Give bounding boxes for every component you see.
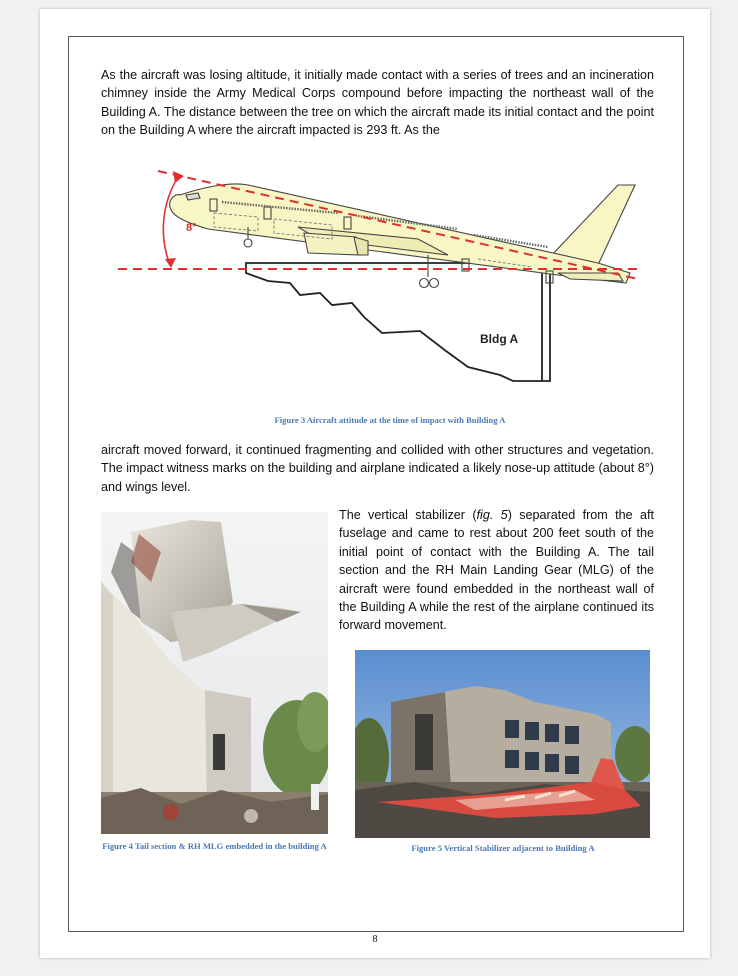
stabilizer-text-start: The vertical stabilizer ( xyxy=(339,508,477,522)
figure-3-diagram xyxy=(118,155,638,383)
angle-arc xyxy=(163,177,178,265)
angle-label: 8° xyxy=(186,222,197,234)
building-label: Bldg A xyxy=(480,332,519,346)
stabilizer-text-end: ) separated from the aft fuselage and came to rest about 200 feet south of the initial point of contact with the Building A. The tail section and the RH Main Landing Gear (MLG) of the aircraft were found embedded in the northeast wall of the Building A while the rest of the airplane continued its forward movement. xyxy=(339,508,654,633)
paragraph-vertical-stabilizer xyxy=(339,506,654,635)
page-number: 8 xyxy=(372,934,378,945)
figure-4-photo xyxy=(101,512,328,834)
building-a-outline xyxy=(246,263,550,381)
document-page xyxy=(40,9,710,958)
arc-arrow-bottom xyxy=(165,258,176,268)
figure-5-caption: Figure 5 Vertical Stabilizer adjacent to Building A xyxy=(411,843,595,853)
figure-4-caption: Figure 4 Tail section & RH MLG embedded in the building A xyxy=(102,841,327,851)
paragraph-impact-sequence: As the aircraft was losing altitude, it initially made contact with a series of trees and an incineration chimney inside the Army Medical Corps compound before impacting the northeast wall of the Building A. The distance between the tree on which the aircraft made its initial contact and the point on the Building A where the aircraft impacted is 293 ft. As the xyxy=(101,68,654,138)
figure-3-caption: Figure 3 Aircraft attitude at the time of impact with Building A xyxy=(274,415,506,425)
arc-arrow-top xyxy=(173,171,184,183)
paragraph-fragmentation: aircraft moved forward, it continued fragmenting and collided with other structures and vegetation. The impact witness marks on the building and airplane indicated a likely nose-up attitude (about 8°) and wings level. xyxy=(101,443,654,494)
figure-5-photo xyxy=(355,650,650,838)
figure-5-reference: fig. 5 xyxy=(476,508,508,522)
